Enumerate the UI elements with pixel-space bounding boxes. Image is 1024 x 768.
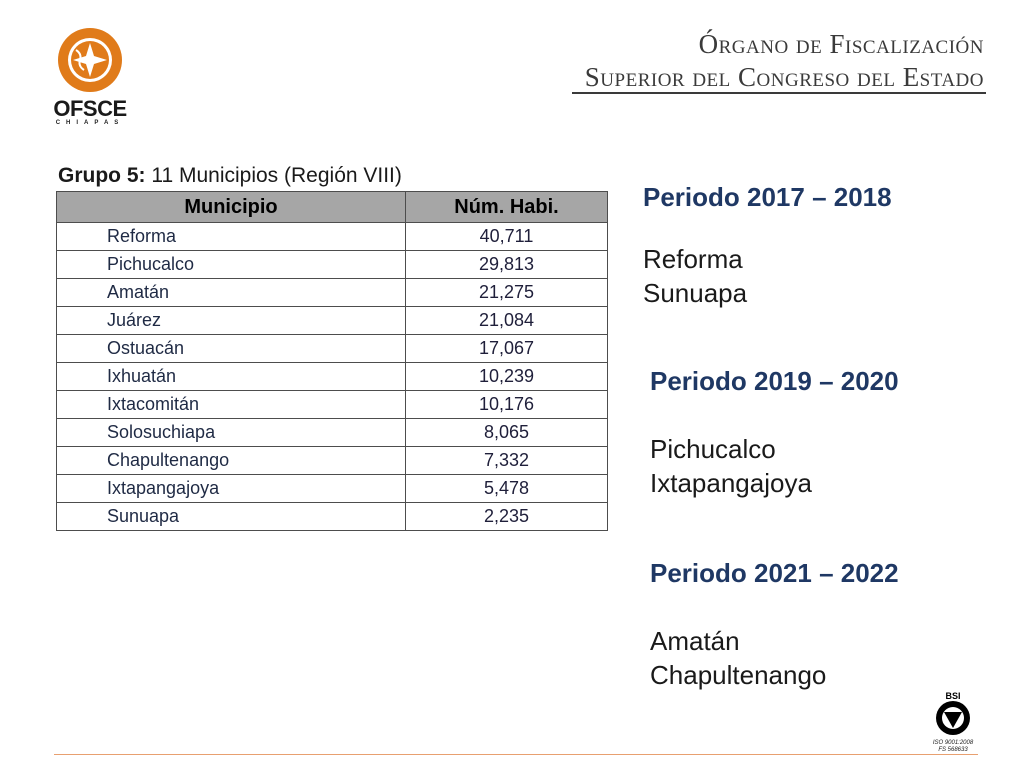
- period-title-2017-2018: Periodo 2017 – 2018: [643, 182, 892, 212]
- municipio-cell: Reforma: [57, 223, 406, 251]
- municipio-cell: Solosuchiapa: [57, 419, 406, 447]
- table-row: [57, 279, 608, 307]
- habitantes-cell: 7,332: [406, 447, 608, 475]
- group-title: [58, 164, 402, 188]
- footer-divider: [54, 754, 978, 755]
- habitantes-cell: 5,478: [406, 475, 608, 503]
- table-row: [57, 391, 608, 419]
- period-title-2021-2022: Periodo 2021 – 2022: [650, 558, 899, 588]
- table-row: [57, 419, 608, 447]
- bsi-certification: [928, 688, 978, 756]
- certificate-number: FS 568633: [938, 747, 968, 753]
- period-item: Sunuapa: [643, 278, 748, 308]
- table-row: [57, 223, 608, 251]
- habitantes-cell: 21,084: [406, 307, 608, 335]
- column-header-municipio: Municipio: [57, 192, 406, 223]
- period-item: Pichucalco: [650, 434, 776, 464]
- habitantes-cell: 21,275: [406, 279, 608, 307]
- municipio-cell: Ixtacomitán: [57, 391, 406, 419]
- table-header-row: [57, 192, 608, 223]
- table-row: [57, 447, 608, 475]
- period-item: Ixtapangajoya: [650, 468, 812, 498]
- habitantes-cell: 40,711: [406, 223, 608, 251]
- municipio-cell: Amatán: [57, 279, 406, 307]
- group-description: 11 Municipios (Región VIII): [145, 164, 402, 187]
- municipio-cell: Pichucalco: [57, 251, 406, 279]
- organization-title-line1: Órgano de Fiscalización: [698, 29, 984, 59]
- municipio-cell: Ixtapangajoya: [57, 475, 406, 503]
- iso-standard: ISO 9001:2008: [932, 740, 974, 746]
- table-row: [57, 475, 608, 503]
- municipio-cell: Ostuacán: [57, 335, 406, 363]
- table-row: [57, 307, 608, 335]
- ofsce-emblem-icon: [52, 26, 128, 96]
- period-item: Reforma: [643, 244, 743, 274]
- ofsce-logo: [52, 26, 132, 130]
- table-row: [57, 251, 608, 279]
- period-item: Chapultenango: [650, 660, 827, 690]
- organization-title-line2: Superior del Congreso del Estado: [584, 62, 984, 92]
- habitantes-cell: 10,239: [406, 363, 608, 391]
- municipio-cell: Sunuapa: [57, 503, 406, 531]
- organization-title: [585, 28, 984, 94]
- table-row: [57, 363, 608, 391]
- habitantes-cell: 8,065: [406, 419, 608, 447]
- bsi-mark-text: BSI: [945, 691, 961, 701]
- habitantes-cell: 29,813: [406, 251, 608, 279]
- habitantes-cell: 17,067: [406, 335, 608, 363]
- column-header-habitantes: Núm. Habi.: [406, 192, 608, 223]
- logo-subtitle: CHIAPAS: [55, 120, 125, 126]
- table-row: [57, 335, 608, 363]
- habitantes-cell: 10,176: [406, 391, 608, 419]
- bsi-kitemark-icon: [928, 688, 978, 738]
- group-label: Grupo 5:: [58, 164, 146, 187]
- logo-name: OFSCE: [53, 96, 127, 121]
- municipio-cell: Juárez: [57, 307, 406, 335]
- bsi-certification-text: [928, 740, 978, 754]
- habitantes-cell: 2,235: [406, 503, 608, 531]
- period-item: Amatán: [650, 626, 740, 656]
- period-title-2019-2020: Periodo 2019 – 2020: [650, 366, 899, 396]
- municipalities-table: [56, 191, 608, 531]
- municipio-cell: Chapultenango: [57, 447, 406, 475]
- header-divider: [572, 92, 986, 94]
- table-row: [57, 503, 608, 531]
- municipio-cell: Ixhuatán: [57, 363, 406, 391]
